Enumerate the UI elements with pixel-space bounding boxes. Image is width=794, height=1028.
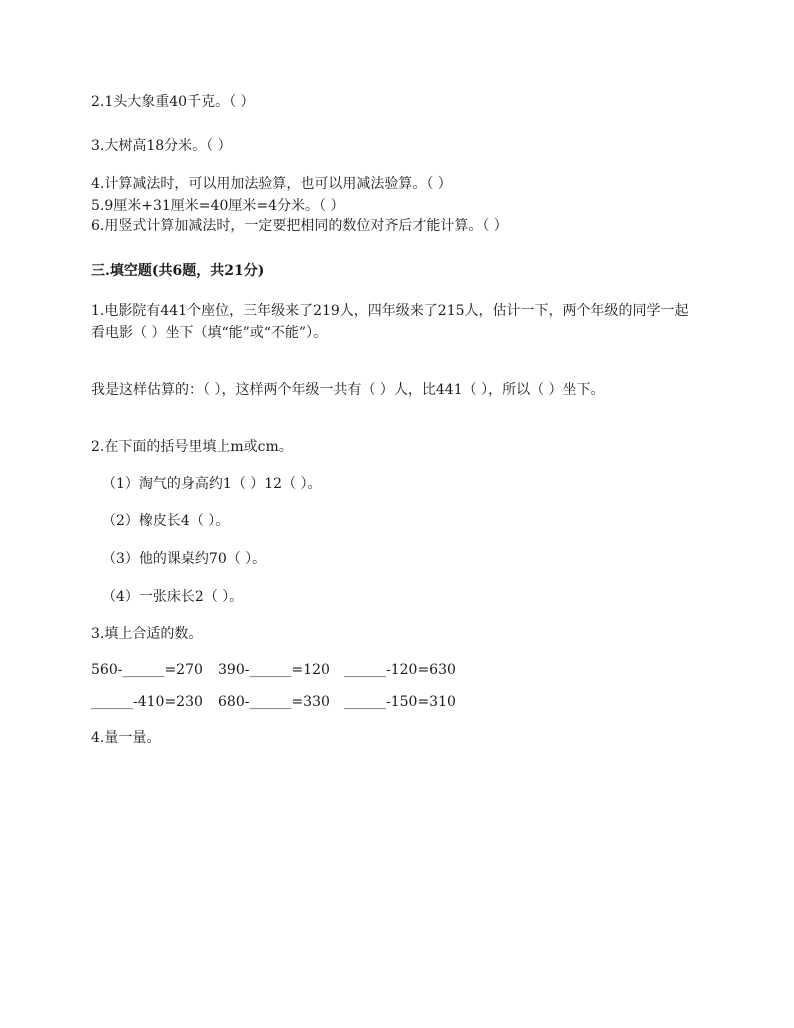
judge-item-6: 6.用竖式计算加减法时，一定要把相同的数位对齐后才能计算。（ ） bbox=[91, 218, 508, 234]
fill-q3-eq-5: 680-______=330 bbox=[218, 694, 330, 710]
judge-item-2: 2.1头大象重40千克。（ ） bbox=[91, 94, 255, 110]
fill-q1-text: 1.电影院有441个座位，三年级来了219人，四年级来了215人，估计一下，两个年级的同学一起看电影（ ）坐下（填“能”或“不能”）。 bbox=[91, 303, 689, 341]
fill-q3-eq-6: ______-150=310 bbox=[344, 694, 456, 710]
fill-q3-title: 3.填上合适的数。 bbox=[91, 626, 203, 642]
fill-q2-item-2: （2）橡皮长4（ ）。 bbox=[102, 513, 230, 529]
judge-item-3: 3.大树高18分米。（ ） bbox=[91, 138, 232, 154]
fill-q3-eq-3: ______-120=630 bbox=[344, 662, 456, 678]
fill-q3-row-2 bbox=[91, 692, 456, 712]
section-heading-fill: 三.填空题(共6题，共21分) bbox=[91, 263, 265, 279]
fill-q2-item-4: （4）一张床长2（ ）。 bbox=[102, 589, 244, 605]
fill-q3-eq-2: 390-______=120 bbox=[218, 662, 330, 678]
judge-item-5: 5.9厘米+31厘米=40厘米=4分米。（ ） bbox=[91, 198, 345, 214]
fill-q3-row-1 bbox=[91, 660, 456, 680]
fill-q2-title: 2.在下面的括号里填上m或cm。 bbox=[91, 439, 293, 455]
fill-q2-item-3: （3）他的课桌约70（ ）。 bbox=[102, 551, 267, 567]
fill-q4-title: 4.量一量。 bbox=[91, 730, 161, 746]
fill-q1-estimate: 我是这样估算的：（ ），这样两个年级一共有（ ）人，比441（ ），所以（ ）坐下。 bbox=[91, 382, 605, 398]
fill-q2-item-1: （1）淘气的身高约1（ ）12（ ）。 bbox=[102, 476, 322, 492]
judge-item-4: 4.计算减法时，可以用加法验算，也可以用减法验算。（ ） bbox=[91, 176, 452, 192]
fill-q3-eq-1: 560-______=270 bbox=[91, 662, 203, 678]
fill-q3-eq-4: ______-410=230 bbox=[91, 694, 203, 710]
